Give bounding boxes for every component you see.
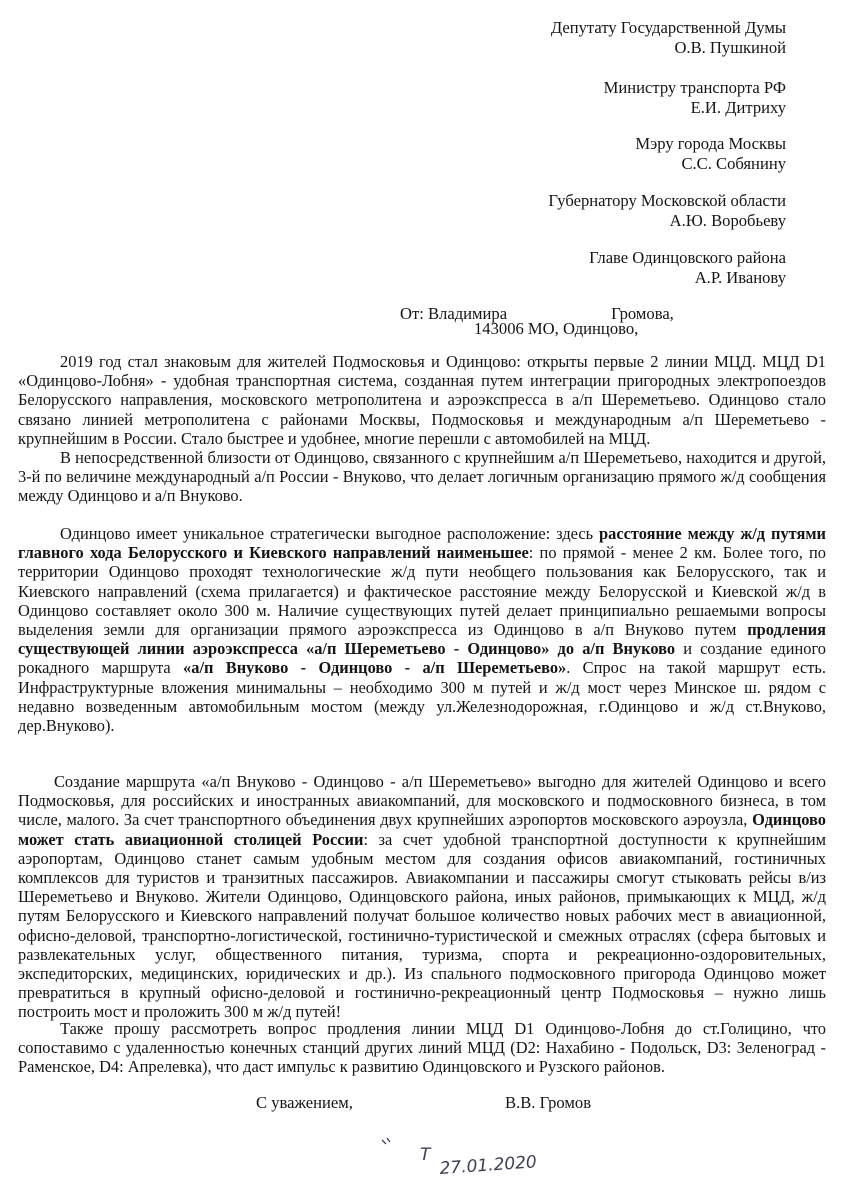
addressee-name: А.Ю. Воробьеву <box>669 211 786 230</box>
addressee-name: Е.И. Дитриху <box>690 98 786 117</box>
addressee-block <box>604 78 786 118</box>
paragraph-text: и создание единого рокадного маршрута <box>18 639 826 678</box>
handwritten-tick <box>382 1138 390 1144</box>
addressee-name: С.С. Собянину <box>681 154 786 173</box>
paragraph-text: Создание маршрута «а/п Внуково - Одинцово - а/п Шереметьево» выгодно для жителей Одинцово и всего Подмосковья, для российских и иностранных авиакомпаний, для московского и подмосковного бизнеса, в том числе, малого. За счет транспортного объединения двух крупнейших аэропортов московского аэроузла, <box>18 772 826 830</box>
paragraph-text: В непосредственной близости от Одинцово, связанного с крупнейшим а/п Шереметьево, находится и другой, 3-й по величине международный а/п России - Внуково, что делает логичным организацию прямого ж/д сообщения между Одинцово и а/п Внуково. <box>18 448 826 506</box>
addressee-name: А.Р. Иванову <box>694 268 786 287</box>
addressee-block <box>635 134 786 174</box>
addressee-title: Депутату Государственной Думы <box>550 18 786 37</box>
bold-text: расстояние между ж/д путями главного хода Белорусского и Киевского направлений наименьшее <box>18 524 826 563</box>
sender-surname: Громова, <box>611 304 674 323</box>
paragraph-text: : по прямой - менее 2 км. Более того, по территории Одинцово проходят технологические ж/д пути необщего пользования как Белорусского, так и Киевского направлений (схема прилагается) и фактическое расстояние между Белорусской и Киевской ж/д в Одинцово составляет около 300 м. Наличие существующих путей делает принципиально решаемыми вопросы выделения земли для организации прямого аэроэкспресса из Одинцово в а/п Внуково путем <box>18 543 827 640</box>
signature-name: В.В. Громов <box>505 1093 592 1112</box>
paragraph-intro <box>18 352 826 506</box>
handwritten-mark: Т <box>420 1145 431 1165</box>
paragraph-text: Одинцово имеет уникальное стратегически выгодное расположение: здесь <box>60 524 600 543</box>
handwritten-date-text: 27.01.2020 <box>438 1152 538 1179</box>
addressee-title: Мэру города Москвы <box>635 134 786 153</box>
paragraph-text: : за счет удобной транспортной доступности к крупнейшим аэропортам, Одинцово станет самым удобным местом для создания офисов авиакомпаний, гостиничных комплексов для туристов и транзитных пассажиров. Авиакомпании и пассажиры смогут стыковать рейсы в/из Шереметьево и Внуково. Жители Одинцово, Одинцовского района, иных районов, примыкающих к МЦД, ж/д путям Белорусского и Киевского направлений получат большое количество новых рабочих мест в авиационной, офисно-деловой, транспортно-логистической, гостинично-туристической и смежных отраслях (сфера бытовых и развлекательных услуг, общественного питания, туризма, спорта и рекреационно-оздоровительных, экспедиторских, медицинских, юридических и др.). Из спального подмосковного пригорода Одинцово может превратиться в крупный офисно-деловой и гостинично-рекреационный центр Подмосковья – нужно лишь построить мост и проложить 300 м ж/д путей! <box>18 829 826 1022</box>
bold-text: «а/п Внуково - Одинцово - а/п Шереметьево» <box>183 658 567 678</box>
sender-from: От: Владимира <box>400 304 508 323</box>
paragraph-text: . Спрос на такой маршрут есть. Инфраструктурные вложения минимальны – необходимо 300 м путей и ж/д мост через Минское ш. рядом с недавно возведенным автомобильным мостом (между ул.Железнодорожная, г.Одинцово и ж/д ст.Внуково, дер.Внуково). <box>18 658 826 736</box>
addressee-title: Главе Одинцовского района <box>589 248 786 267</box>
addressee-block <box>589 248 786 288</box>
addressee-title: Министру транспорта РФ <box>603 78 786 97</box>
sender-address: 143006 МО, Одинцово, <box>474 319 639 338</box>
paragraph-location <box>18 524 826 735</box>
paragraph-benefits <box>18 772 826 1022</box>
handwritten-date <box>382 1136 572 1186</box>
paragraph-text: Также прошу рассмотреть вопрос продления линии МЦД D1 Одинцово-Лобня до ст.Голицино, что сопоставимо с удаленностью конечных станций других линий МЦД (D2: Нахабино - Подольск, D3: Зеленоград - Раменское, D4: Апрелевка), что даст импульс к развитию Одинцовского и Рузского районов. <box>18 1019 826 1077</box>
bold-text: Одинцово может стать авиационной столицей России <box>18 810 826 849</box>
paragraph-request <box>18 1019 826 1077</box>
addressee-name: О.В. Пушкиной <box>674 38 786 57</box>
bold-text: продления существующей линии аэроэкспресса «а/п Шереметьево - Одинцово» до а/п Внуково <box>18 620 826 659</box>
addressee-block <box>551 18 786 58</box>
closing-regards: С уважением, <box>256 1093 353 1112</box>
addressee-block <box>548 191 786 231</box>
paragraph-text: 2019 год стал знаковым для жителей Подмосковья и Одинцово: открыты первые 2 линии МЦД. МЦД D1 «Одинцово-Лобня» - удобная транспортная система, созданная путем интеграции пригородных электропоездов Белорусского направления, московского метрополитена и аэроэкспресса в а/п Шереметьево. Одинцово стало связано линией метрополитена с районами Москвы, Подмосковья и международным а/п Шереметьево - крупнейшим в России. Стало быстрее и удобнее, многие перешли с автомобилей на МЦД. <box>18 352 826 448</box>
addressee-title: Губернатору Московской области <box>548 191 786 210</box>
